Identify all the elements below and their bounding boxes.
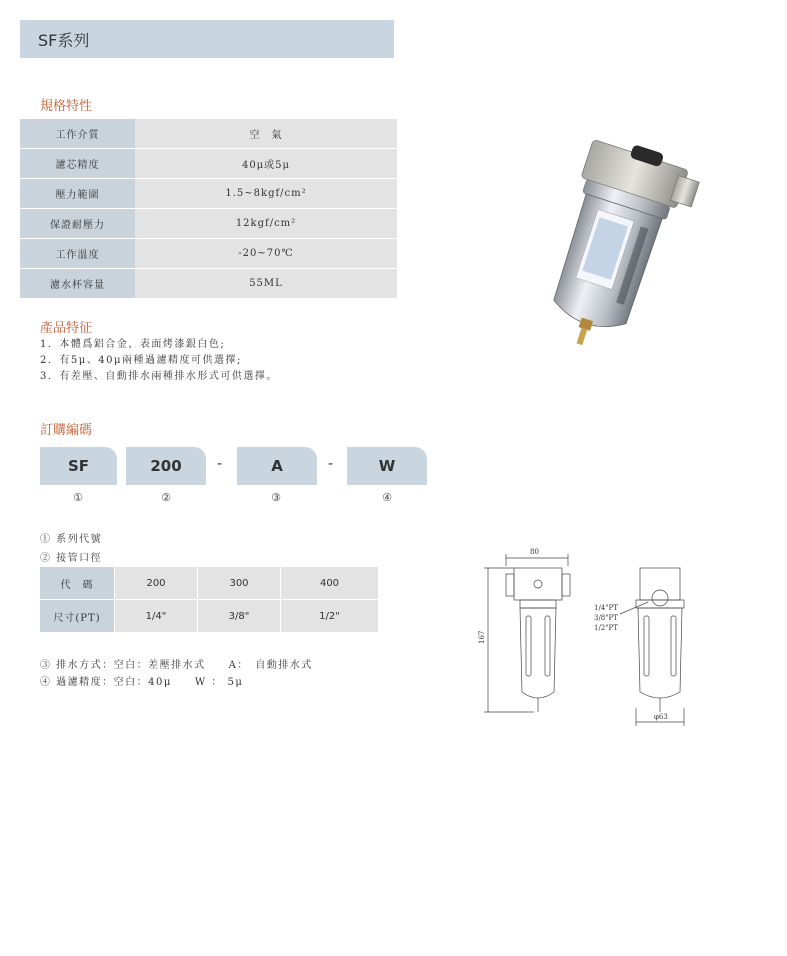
order-heading: 訂購編碼 [40,423,93,438]
feature-item-1: 1．本體爲鋁合金，表面烤漆銀白色; [40,339,226,350]
dim-diameter-label: φ63 [654,713,668,721]
size-header-300: 300 [198,567,281,600]
size-header-400: 400 [281,567,379,600]
marker-1: ① [73,491,83,504]
marker-4: ④ [382,491,392,504]
port-label-3: 1/2"PT [594,624,618,632]
size-value-400: 1/2" [281,600,379,633]
size-value-300: 3/8" [198,600,281,633]
dim-width-label: 80 [530,548,539,556]
spec-key: 工作介質 [20,119,135,149]
size-row-label: 尺寸(PT) [40,600,115,633]
spec-value: -20~70℃ [135,239,397,269]
note-filter-precision: ④ 過濾精度：空白：40μ W ： 5μ [40,677,244,688]
page-title-text: SF系列 [38,30,90,50]
code-box-port: 200 [126,447,206,485]
size-value-200: 1/4" [115,600,198,633]
spec-key: 工作溫度 [20,239,135,269]
spec-key: 濾芯精度 [20,149,135,179]
spec-row [20,209,397,239]
port-label-2: 3/8"PT [594,614,618,622]
filter-product-photo [500,140,700,370]
code-box-precision: W [347,447,427,485]
spec-row [20,149,397,179]
marker-2: ② [161,491,171,504]
features-list [40,337,278,385]
spec-value: 12kgf/cm² [135,209,397,239]
spec-value: 55ML [135,269,397,299]
spec-key: 濾水杯容量 [20,269,135,299]
features-heading: 產品特征 [40,321,93,336]
spec-value: 空 氣 [135,119,397,149]
spec-row [20,179,397,209]
spec-row [20,239,397,269]
size-table-header-row [40,567,379,600]
note-port-size: ② 接管口徑 [40,553,103,564]
size-header-label: 代 碼 [40,567,115,600]
note-drain-type: ③ 排水方式：空白：差壓排水式 A： 自動排水式 [40,660,313,671]
size-table [40,567,379,633]
spec-row [20,119,397,149]
spec-value: 1.5~8kgf/cm² [135,179,397,209]
code-dash-1: - [217,456,223,472]
page-title [20,20,394,58]
dim-height-label: 167 [478,630,486,644]
dimension-drawing [470,540,700,730]
spec-key: 壓力範圍 [20,179,135,209]
spec-table [20,119,397,299]
note-series-code: ① 系列代號 [40,534,103,545]
feature-item-2: 2．有5μ、40μ兩種過濾精度可供選擇; [40,355,242,366]
port-label-1: 1/4"PT [594,604,618,612]
code-box-series: SF [40,447,117,485]
marker-3: ③ [271,491,281,504]
feature-item-3: 3．有差壓、自動排水兩種排水形式可供選擇。 [40,371,278,382]
code-dash-2: - [328,456,334,472]
code-box-drain: A [237,447,317,485]
spec-row [20,269,397,299]
spec-heading: 規格特性 [40,99,93,114]
spec-value: 40μ或5μ [135,149,397,179]
spec-key: 保證耐壓力 [20,209,135,239]
size-table-value-row [40,600,379,633]
size-header-200: 200 [115,567,198,600]
